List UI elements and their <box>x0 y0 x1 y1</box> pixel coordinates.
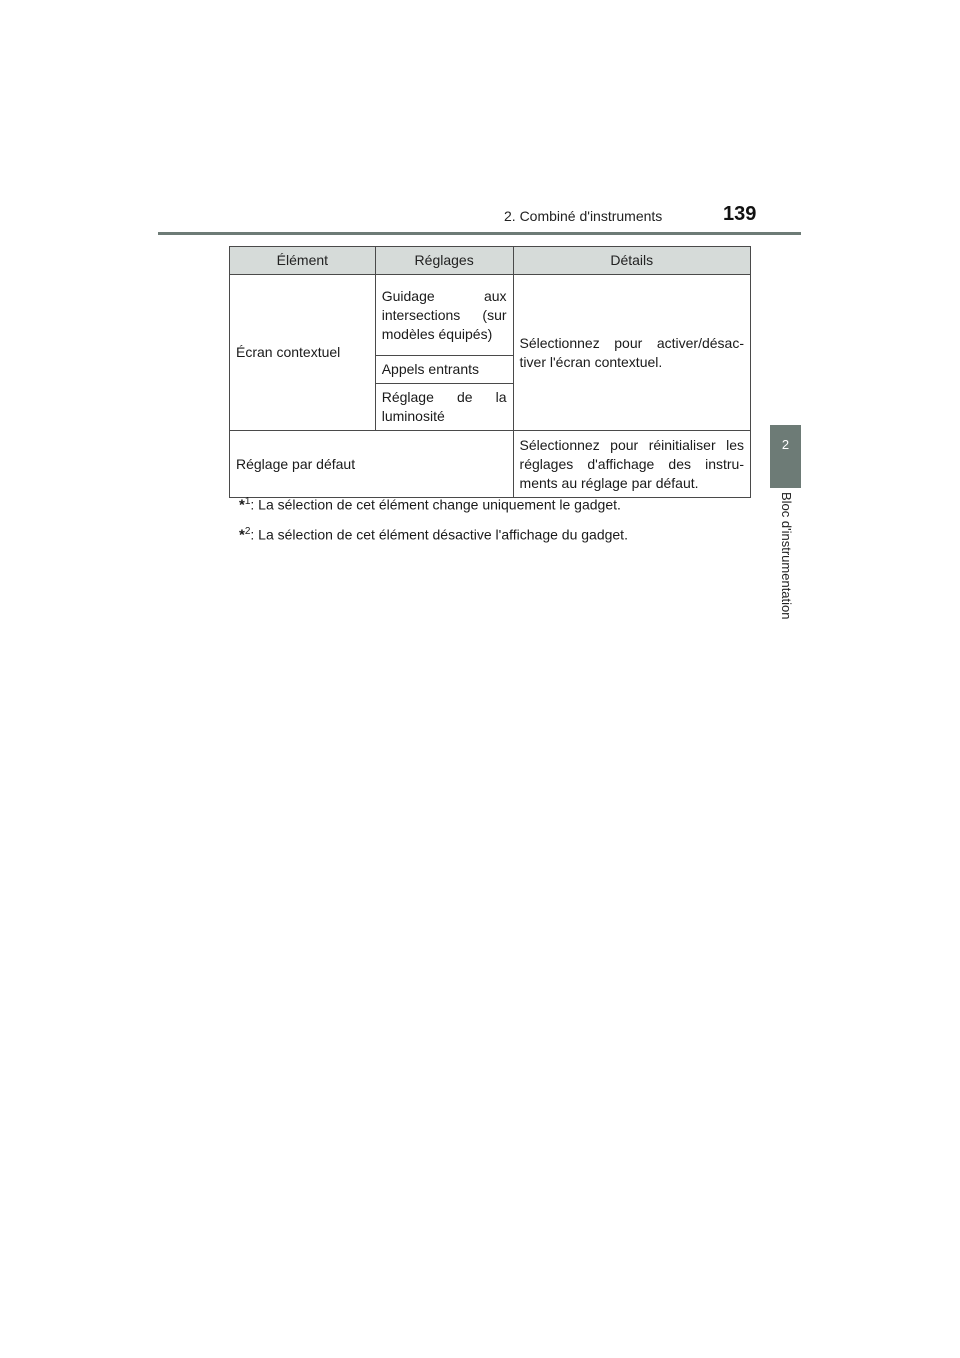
footnote-text: : La sélection de cet élément désactive l'affichage du gadget. <box>250 526 628 543</box>
chapter-tab <box>770 425 801 488</box>
cell-details-default: Sélectionnez pour réinitialiser les réglages d'affichage des instru-ments au réglage par défaut. <box>513 431 750 498</box>
footnotes <box>239 489 628 548</box>
footnote-2 <box>239 519 628 549</box>
cell-setting-brightness: Réglage de la luminosité <box>375 384 513 431</box>
chapter-number: 2 <box>781 437 790 452</box>
footnote-number: 2 <box>244 525 251 537</box>
settings-table <box>229 246 751 498</box>
cell-setting-calls: Appels entrants <box>375 356 513 384</box>
footnote-mark: * <box>239 496 245 514</box>
footnote-number: 1 <box>244 496 251 507</box>
header-details: Détails <box>513 247 750 275</box>
header-settings: Réglages <box>375 247 513 275</box>
cell-element-popup: Écran contextuel <box>230 275 376 431</box>
header-element: Élément <box>230 247 376 275</box>
footnote-text: : La sélection de cet élément change uniquement le gadget. <box>250 496 621 513</box>
header-divider <box>158 232 801 235</box>
page-number: 139 <box>723 203 757 225</box>
section-title: 2. Combiné d'instruments <box>504 208 663 224</box>
cell-setting-guidance: Guidage aux intersections (sur modèles équipés) <box>375 275 513 356</box>
footnote-1 <box>239 489 628 519</box>
table-row <box>230 431 751 498</box>
chapter-label-text: Bloc d'instrumentation <box>779 492 794 620</box>
table-header-row <box>230 247 751 275</box>
cell-element-default: Réglage par défaut <box>230 431 514 498</box>
cell-details-popup: Sélectionnez pour activer/désac-tiver l'écran contextuel. <box>513 275 750 431</box>
table-row <box>230 275 751 356</box>
footnote-mark: * <box>239 526 245 544</box>
chapter-label <box>769 492 801 637</box>
